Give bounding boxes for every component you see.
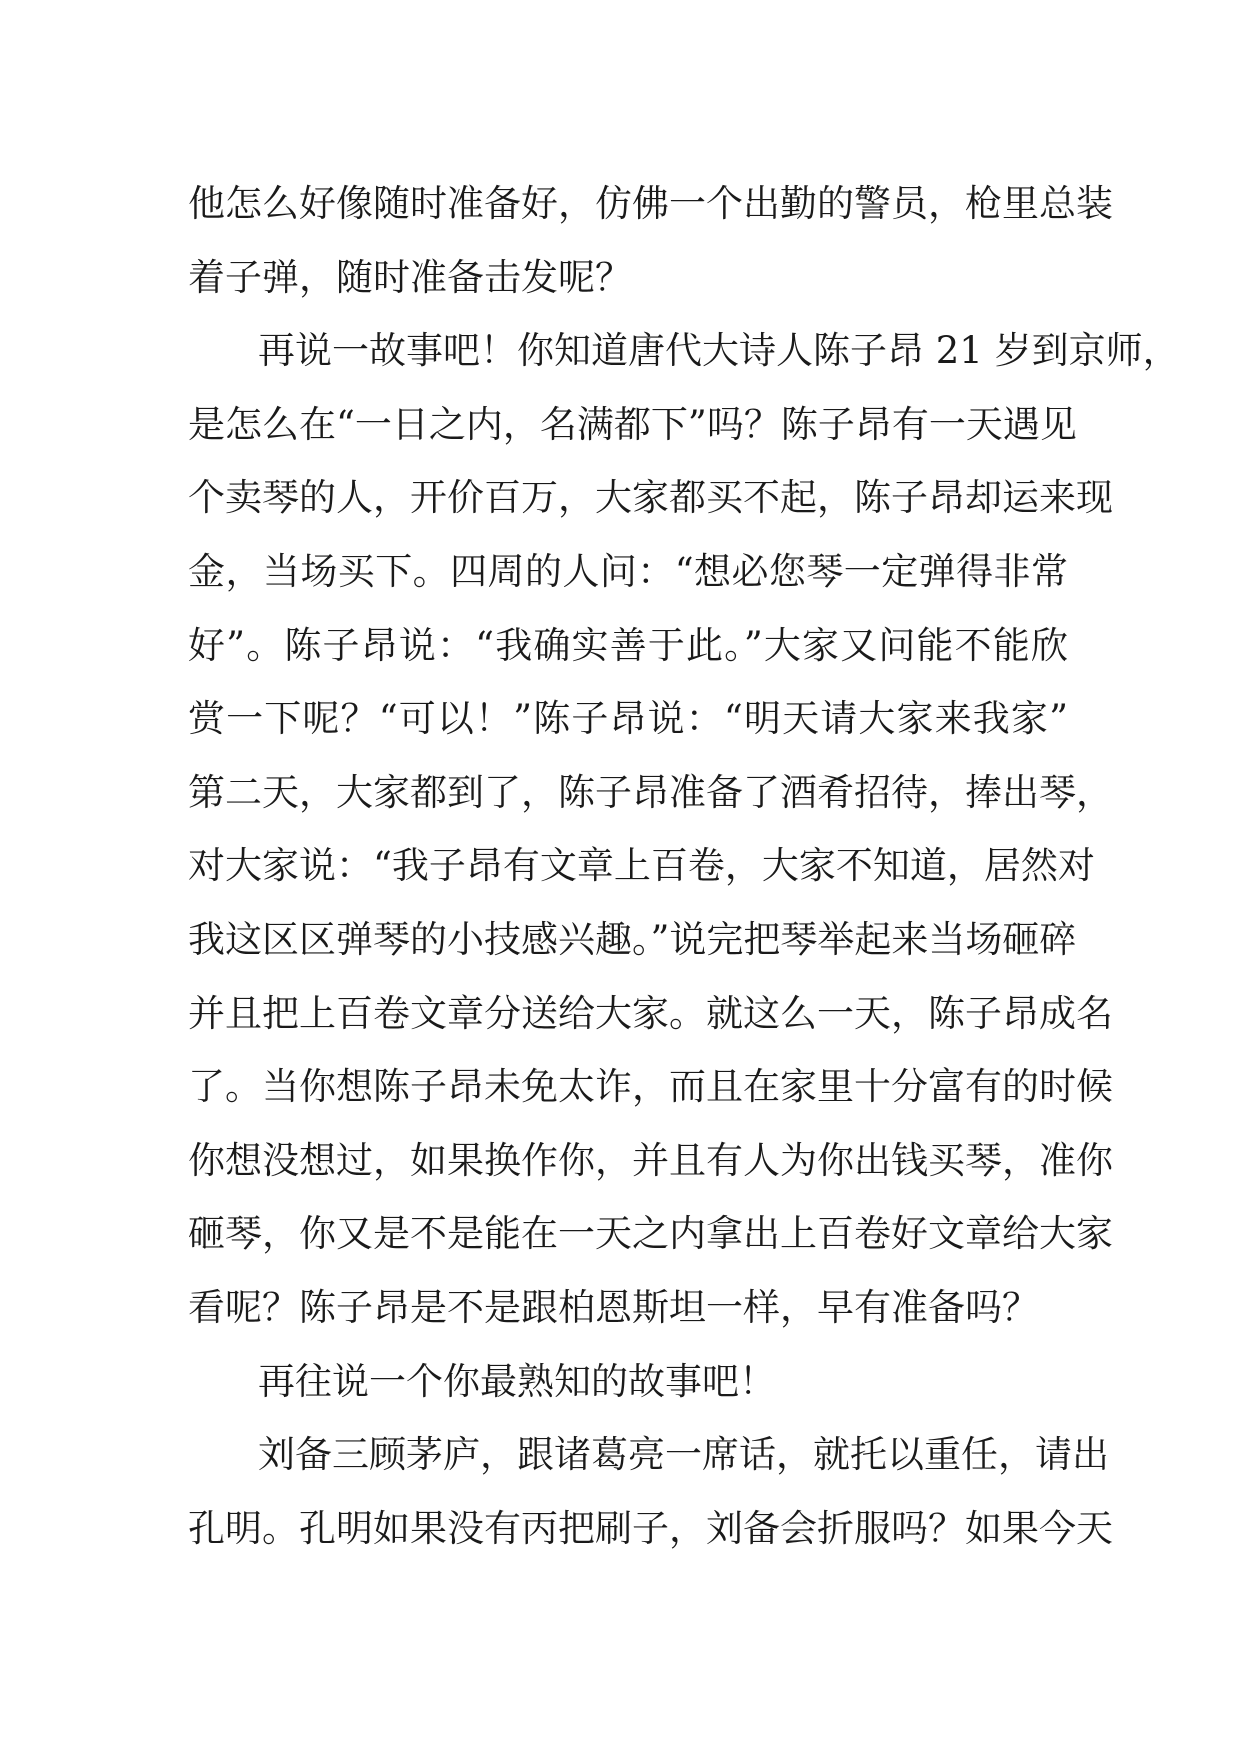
paragraph-first-line: 刘备三顾茅庐，跟诸葛亮一席话，就托以重任，请出 xyxy=(258,1433,1109,1477)
text-line: 孔明。孔明如果没有丙把刷子，刘备会折服吗？如果今天 xyxy=(188,1506,1113,1550)
text-line: 他怎么好像随时准备好，仿佛一个出勤的警员，枪里总装 xyxy=(188,182,1113,225)
text-line: 对大家说：“我子昂有文章上百卷，大家不知道，居然对 xyxy=(188,844,1095,888)
text-line: 砸琴，你又是不是能在一天之内拿出上百卷好文章给大家 xyxy=(188,1212,1113,1256)
text-line: 并且把上百卷文章分送给大家。就这么一天，陈子昂成名 xyxy=(188,991,1113,1035)
text-line: 了。当你想陈子昂未免太诈，而且在家里十分富有的时候 xyxy=(188,1065,1113,1109)
text-line: 个卖琴的人，开价百万，大家都买不起，陈子昂却运来现 xyxy=(188,476,1113,520)
text-line: 你想没想过，如果换作你，并且有人为你出钱买琴，准你 xyxy=(188,1138,1113,1182)
text-line: 好”。陈子昂说：“我确实善于此。”大家又问能不能欣 xyxy=(188,623,1068,667)
text-line: 我这区区弹琴的小技感兴趣。”说完把琴举起来当场砸碎 xyxy=(188,917,1077,961)
text-line: 是怎么在“一日之内，名满都下”吗？陈子昂有一天遇见 xyxy=(188,402,1077,446)
text-line: 看呢？陈子昂是不是跟柏恩斯坦一样，早有准备吗？ xyxy=(188,1285,1039,1329)
text-line: 着子弹，随时准备击发呢？ xyxy=(188,255,632,299)
text-line: 第二天，大家都到了，陈子昂准备了酒肴招待，捧出琴， xyxy=(188,770,1113,814)
text-line: 赏一下呢？“可以！”陈子昂说：“明天请大家来我家” xyxy=(188,697,1068,741)
paragraph-first-line: 再说一故事吧！你知道唐代大诗人陈子昂 21 岁到京师， xyxy=(258,329,1180,373)
paragraph-first-line: 再往说一个你最熟知的故事吧！ xyxy=(258,1359,776,1403)
text-line: 金，当场买下。四周的人问：“想必您琴一定弹得非常 xyxy=(188,549,1068,593)
body-text xyxy=(188,167,1180,1565)
